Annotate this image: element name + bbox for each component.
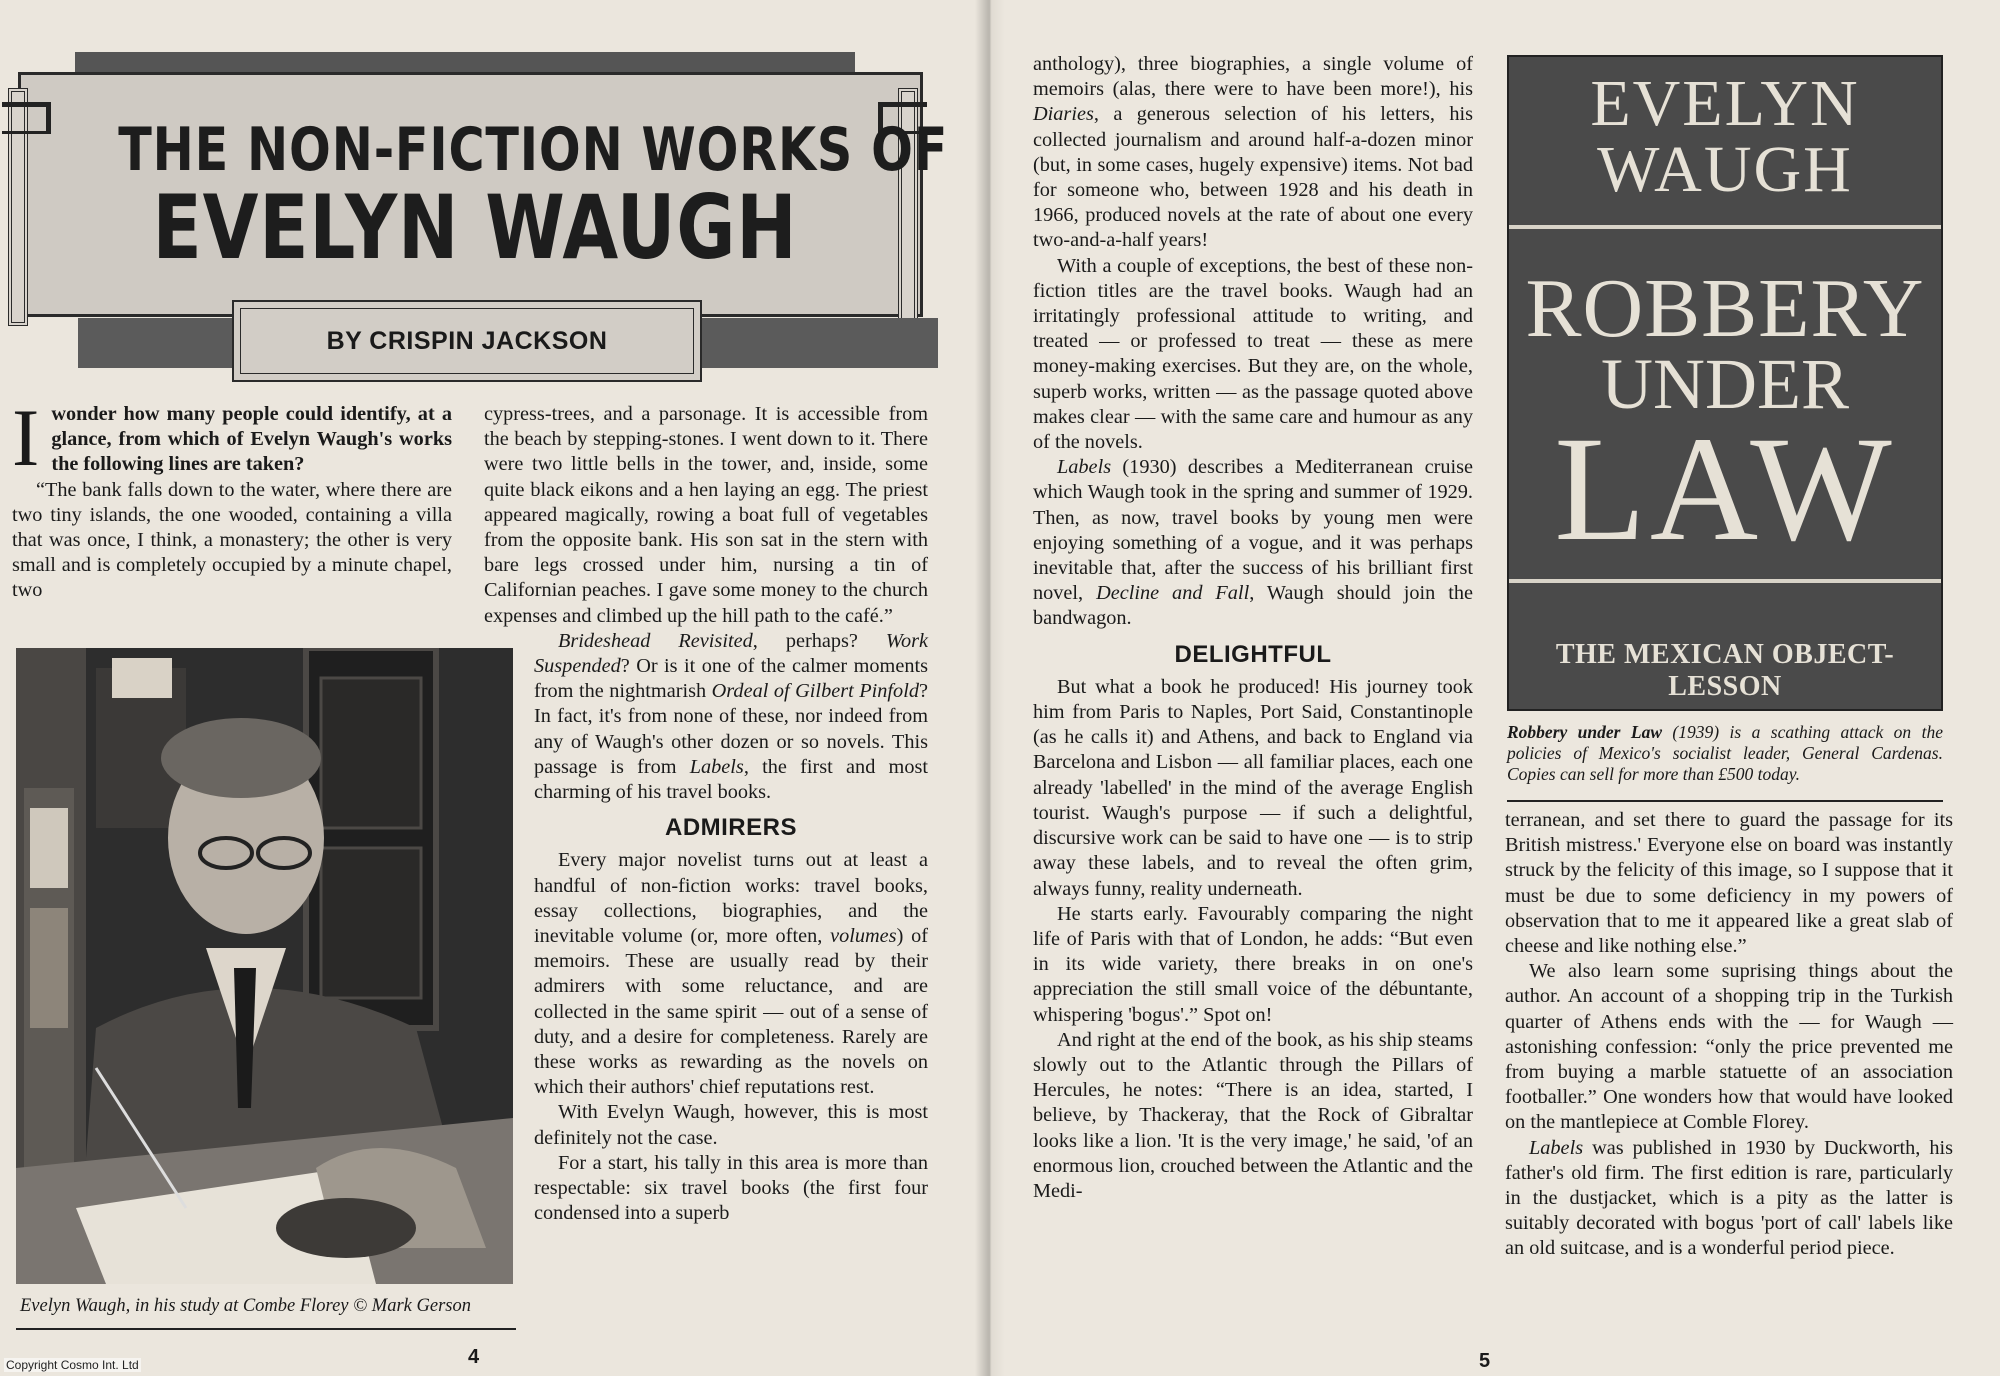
cover-rule-bottom [1509,579,1941,583]
cover-author: EVELYN WAUGH [1590,67,1860,206]
brideshead-paragraph: Brideshead Revisited, perhaps? Work Suspended? Or is it one of the calmer moments from the nightmarish Ordeal of Gilbert Pinfold? In fact, it's from none of these, nor indeed from any of Waugh's other dozen or so novels. This passage is from Labels, the first and most charming of his travel books. [534,629,929,804]
cover-title-line-3: LAW [1554,406,1896,572]
copyright-watermark: Copyright Cosmo Int. Ltd [6,1358,139,1372]
subheading-admirers: ADMIRERS [664,814,797,842]
column-2-wrap-block [534,629,928,1227]
tally-paragraph: For a start, his tally in this area is more than respectable: six travel books (the first four condensed into a superb [534,1151,928,1225]
quote-paragraph: “The bank falls down to the water, where there are two tiny islands, the one wooded, containing a villa that was once, I think, a monastery; the other is very small and is completely occupied by a minute chapel, two [12,478,452,602]
drop-cap: I [12,392,40,483]
cover-title-line-2: UNDER [1601,344,1849,424]
column-1 [12,392,452,604]
however-paragraph: With Evelyn Waugh, however, this is most definitely not the case. [534,1101,928,1149]
column-3 [1033,52,1473,1204]
labels-paragraph: Labels (1930) describes a Mediterranean cruise which Waugh took in the spring and summer of 1929. Then, as now, travel books by young men were enjoying something of a vogue, and it was perhaps inevitable that, after the success of his brilliant first novel, Decline and Fall, Waugh should join the bandwagon. [1033,456,1473,630]
page-number-left: 4 [468,1346,480,1368]
byline-box [232,300,702,382]
cover-caption-rule [1507,800,1943,802]
author-photo-illustration [16,648,513,1284]
cover-title-line-1: ROBBERY [1525,262,1925,355]
quote-continuation: cypress-trees, and a parsonage. It is accessible from the beach by stepping-stones. I went down to it. There were two little bells in the tower, and, inside, some quite black eikons and a hen laying an egg. The priest appeared magically, rowing a boat full of vegetables from the opposite bank. His son sat in the stern with bare legs crossed under him, nursing a tin of Californian peaches. I gave some money to the church expenses and climbed up the hill path to the café.” [484,403,928,627]
gibraltar-continuation: terranean, and set there to guard the passage for its British mistress.' Everyone else on board was instantly struck by the felicity of this image, so I suppose that it must be due to some deficiency in my powers of observation that to me it appeared like a great slab of cheese and like nothing else.” [1505,809,1953,958]
caption-rule [16,1328,516,1330]
book-cover [1507,55,1943,711]
photo-caption: Evelyn Waugh, in his study at Combe Florey © Mark Gerson [20,1296,471,1316]
lead-paragraph: Iwonder how many people could identify, at a glance, from which of Evelyn Waugh's works the following lines are taken? [12,392,452,483]
column-4 [1505,808,1953,1262]
cover-caption: Robbery under Law (1939) is a scathing attack on the policies of Mexico's socialist leader, General Cardenas. Copies can sell for more than £500 today. [1507,722,1943,784]
title-line-1: THE NON-FICTION WORKS OF [118,115,949,185]
gibraltar-paragraph: And right at the end of the book, as his ship steams slowly out to the Atlantic through the Pillars of Hercules, he notes: “There is an idea, started, I believe, by Thackeray, that the Rock of Gibraltar looks like a lion. 'It is the very image,' he said, 'of an enormous lion, crouched between the Atlantic and the Medi- [1033,1028,1473,1202]
column-2 [484,402,928,1227]
tally-continuation: anthology), three biographies, a single volume of memoirs (alas, there were to have been more!), his Diaries, a generous selection of his letters, his collected journalism and around half-a-dozen minor (but, in some cases, hugely expensive) items. Not bad for someone who, between 1928 and his death in 1966, produced novels at the rate of about one every two-and-a-half years! [1033,53,1473,252]
page-number-right: 5 [1479,1350,1491,1372]
article-title [40,115,949,279]
journey-paragraph: But what a book he produced! His journey took him from Paris to Naples, Port Said, Constantinople (as he calls it) and Athens, and back to England via Barcelona and Lisbon — all familiar places, each one already 'labelled' in the mind of the average English tourist. Waugh's purpose — if such a delightful, discursive work can be said to have one — is to strip away these labels, and to reveal the often grim, always funny, reality underneath. [1033,675,1473,900]
cover-subtitle: THE MEXICAN OBJECT-LESSON [1555,639,1895,702]
early-paragraph: He starts early. Favourably comparing the night life of Paris with that of London, he adds: “But even in its wide variety, there breaks in on one's appreciation the still small voice of the débuntante, whispering 'bogus'.” Spot on! [1033,902,1473,1026]
title-top-bar [75,52,855,74]
byline: BY CRISPIN JACKSON [326,326,608,355]
author-photo [16,648,513,1284]
cover-rule-top [1509,225,1941,229]
published-paragraph: Labels was published in 1930 by Duckworth, his father's old firm. The first edition is rare, particularly in the dustjacket, which is a pity as the latter is suitably decorated with bogus 'port of call' labels like an old suitcase, and is a wonderful period piece. [1505,1136,1953,1260]
surprising-paragraph: We also learn some suprising things about the author. An account of a shopping trip in the Turkish quarter of Athens ends with the — for Waugh — astonishing confession: “only the price prevented me from buying a marble statuette of an association footballer.” One wonders how that would have looked on the mantlepiece at Comble Florey. [1505,960,1953,1134]
subheading-delightful: DELIGHTFUL [1174,640,1332,668]
page-gutter [975,0,1005,1376]
admirers-paragraph: Every major novelist turns out at least a handful of non-fiction works: travel books, essay collections, biographies, and the inevitable volume (or, more often, volumes) of memoirs. These are usually read by their admirers with some reluctance, and are collected in the same spirit — out of a sense of duty, and a desire for completeness. Rarely are these works as rewarding as the novels on which their authors' chief reputations rest. [534,849,929,1099]
title-line-2: EVELYN WAUGH [152,176,798,279]
exceptions-paragraph: With a couple of exceptions, the best of these non-fiction titles are the travel books. Waugh had an irritatingly professional attitude to writing, and treated — or professed to treat — these as mere money-making exercises. But they are, on the whole, superb works, written — as the passage quoted above makes clear — with the same care and humour as any of the novels. [1033,254,1473,454]
